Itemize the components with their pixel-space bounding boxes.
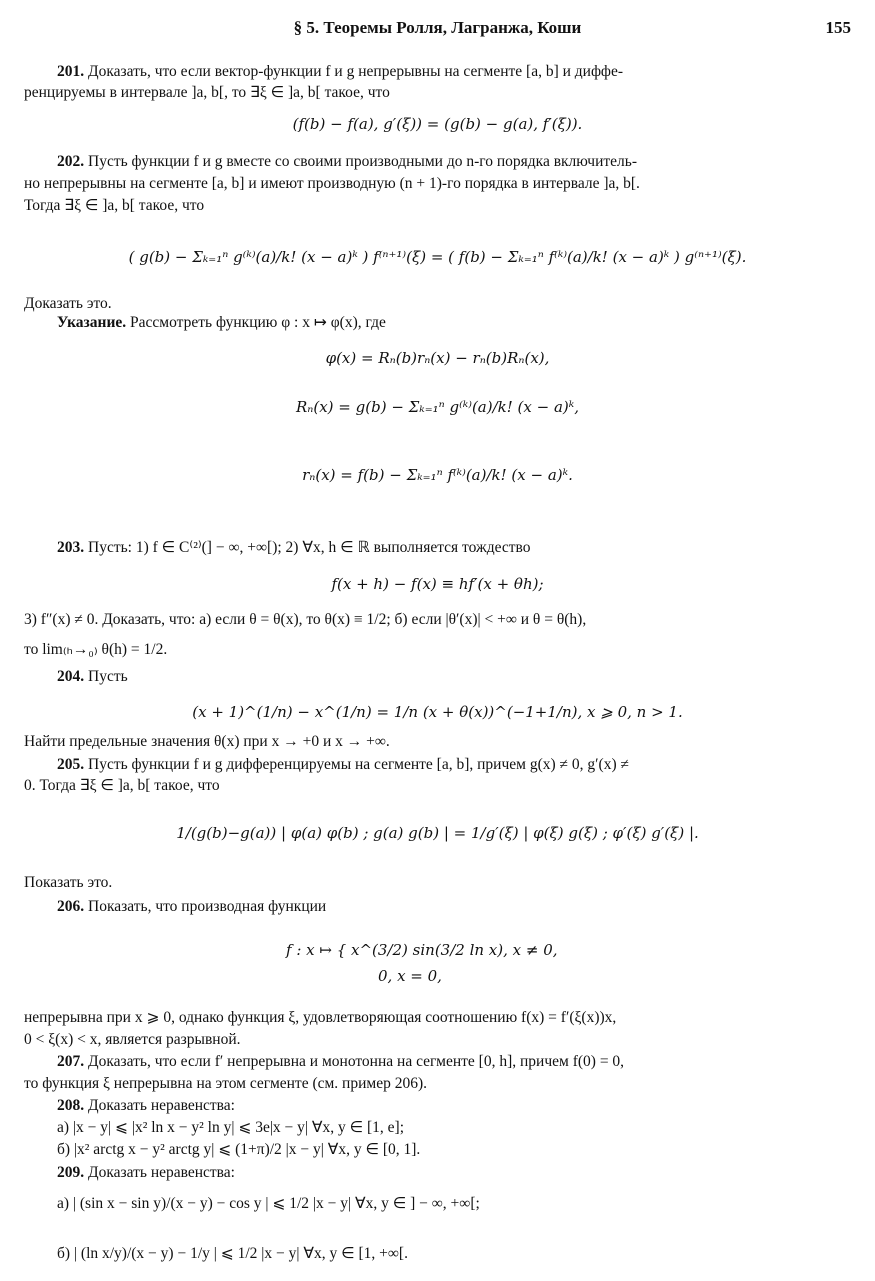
problem-206-line-1: 206. Показать, что производная функции xyxy=(57,898,327,915)
formula-206-case-1: f : x ↦ { x^(3/2) sin(3/2 ln x), x ≠ 0, xyxy=(286,941,558,959)
problem-201-line-1: 201. Доказать, что если вектор-функции f и g непрерывны на сегменте [a, b] и диффе- xyxy=(57,63,624,80)
problem-number: 209. xyxy=(57,1164,85,1181)
problem-203-line-1: 203. Пусть: 1) f ∈ C⁽²⁾(] − ∞, +∞[); 2) ∀x, h ∈ ℝ выполняется тождество xyxy=(57,539,531,556)
problem-209-line-1: 209. Доказать неравенства: xyxy=(57,1164,235,1181)
problem-number: 201. xyxy=(57,63,85,80)
formula-206-case-2: 0, x = 0, xyxy=(378,967,442,985)
formula-201: (f(b) − f(a), g′(ξ)) = (g(b) − g(a), f′(ξ)). xyxy=(292,115,583,133)
problem-205-line-1: 205. Пусть функции f и g дифференцируемы на сегменте [a, b], причем g(x) ≠ 0, g′(x) ≠ xyxy=(57,756,629,773)
problem-209-a: а) | (sin x − sin y)/(x − y) − cos y | ⩽ 1/2 |x − y| ∀x, y ∈ ] − ∞, +∞[; xyxy=(57,1195,480,1212)
formula-202-r: rₙ(x) = f(b) − Σₖ₌₁ⁿ f⁽ᵏ⁾(a)/k! (x − a)ᵏ. xyxy=(302,466,573,484)
problem-202-hint: Указание. Рассмотреть функцию φ : x ↦ φ(x), где xyxy=(57,314,386,331)
problem-201-line-2: ренцируемы в интервале ]a, b[, то ∃ξ ∈ ]a, b[ такое, что xyxy=(24,84,390,101)
problem-208-line-1: 208. Доказать неравенства: xyxy=(57,1097,235,1114)
problem-207-line-1: 207. Доказать, что если f′ непрерывна и монотонна на сегменте [0, h], причем f(0) = 0, xyxy=(57,1053,625,1070)
problem-number: 204. xyxy=(57,668,85,685)
problem-204-line-2: Найти предельные значения θ(x) при x → +0 и x → +∞. xyxy=(24,733,390,750)
section-title: § 5. Теоремы Ролля, Лагранжа, Коши xyxy=(293,18,582,37)
problem-203-line-3: то lim₍ₕ→₀₎ θ(h) = 1/2. xyxy=(24,641,168,658)
problem-205-line-3: Показать это. xyxy=(24,874,113,891)
page-number: 155 xyxy=(825,18,851,37)
problem-204-line-1: 204. Пусть xyxy=(57,668,128,685)
problem-number: 203. xyxy=(57,539,85,556)
hint-label: Указание. xyxy=(57,314,127,331)
problem-207-line-2: то функция ξ непрерывна на этом сегменте (см. пример 206). xyxy=(24,1075,427,1092)
problem-202-line-3: Тогда ∃ξ ∈ ]a, b[ такое, что xyxy=(24,197,205,214)
formula-205: 1/(g(b)−g(a)) | φ(a) φ(b) ; g(a) g(b) | = 1/g′(ξ) | φ(ξ) g(ξ) ; φ′(ξ) g′(ξ) |. xyxy=(176,824,699,842)
problem-number: 202. xyxy=(57,153,85,170)
formula-204: (x + 1)^(1/n) − x^(1/n) = 1/n (x + θ(x))^(−1+1/n), x ⩾ 0, n > 1. xyxy=(192,703,683,721)
formula-202-phi: φ(x) = Rₙ(b)rₙ(x) − rₙ(b)Rₙ(x), xyxy=(325,349,550,367)
problem-203-line-2: 3) f″(x) ≠ 0. Доказать, что: а) если θ = θ(x), то θ(x) ≡ 1/2; б) если |θ′(x)| < +∞ и θ = θ(h), xyxy=(24,611,587,628)
page-header xyxy=(0,18,875,42)
problem-205-line-2: 0. Тогда ∃ξ ∈ ]a, b[ такое, что xyxy=(24,777,220,794)
problem-209-b: б) | (ln x/y)/(x − y) − 1/y | ⩽ 1/2 |x − y| ∀x, y ∈ [1, +∞[. xyxy=(57,1245,408,1262)
problem-number: 206. xyxy=(57,898,85,915)
problem-208-b: б) |x² arctg x − y² arctg y| ⩽ (1+π)/2 |x − y| ∀x, y ∈ [0, 1]. xyxy=(57,1141,421,1158)
problem-208-a: а) |x − y| ⩽ |x² ln x − y² ln y| ⩽ 3e|x − y| ∀x, y ∈ [1, e]; xyxy=(57,1119,405,1136)
formula-202-R: Rₙ(x) = g(b) − Σₖ₌₁ⁿ g⁽ᵏ⁾(a)/k! (x − a)ᵏ, xyxy=(296,398,579,416)
problem-202-line-2: но непрерывны на сегменте [a, b] и имеют производную (n + 1)-го порядка в интервале ]a, b[. xyxy=(24,175,640,192)
problem-206-line-3: 0 < ξ(x) < x, является разрывной. xyxy=(24,1031,241,1048)
problem-number: 208. xyxy=(57,1097,85,1114)
problem-202-line-4: Доказать это. xyxy=(24,295,112,312)
formula-203: f(x + h) − f(x) ≡ hf′(x + θh); xyxy=(331,575,544,593)
problem-202-line-1: 202. Пусть функции f и g вместе со своими производными до n-го порядка включитель- xyxy=(57,153,637,170)
problem-number: 207. xyxy=(57,1053,85,1070)
problem-206-line-2: непрерывна при x ⩾ 0, однако функция ξ, удовлетворяющая соотношению f(x) = f′(ξ(x))x, xyxy=(24,1009,617,1026)
problem-number: 205. xyxy=(57,756,85,773)
formula-202: ( g(b) − Σₖ₌₁ⁿ g⁽ᵏ⁾(a)/k! (x − a)ᵏ ) f⁽ⁿ⁺¹⁾(ξ) = ( f(b) − Σₖ₌₁ⁿ f⁽ᵏ⁾(a)/k! (x − a)ᵏ ) g⁽ⁿ⁺¹⁾(ξ). xyxy=(128,248,747,266)
